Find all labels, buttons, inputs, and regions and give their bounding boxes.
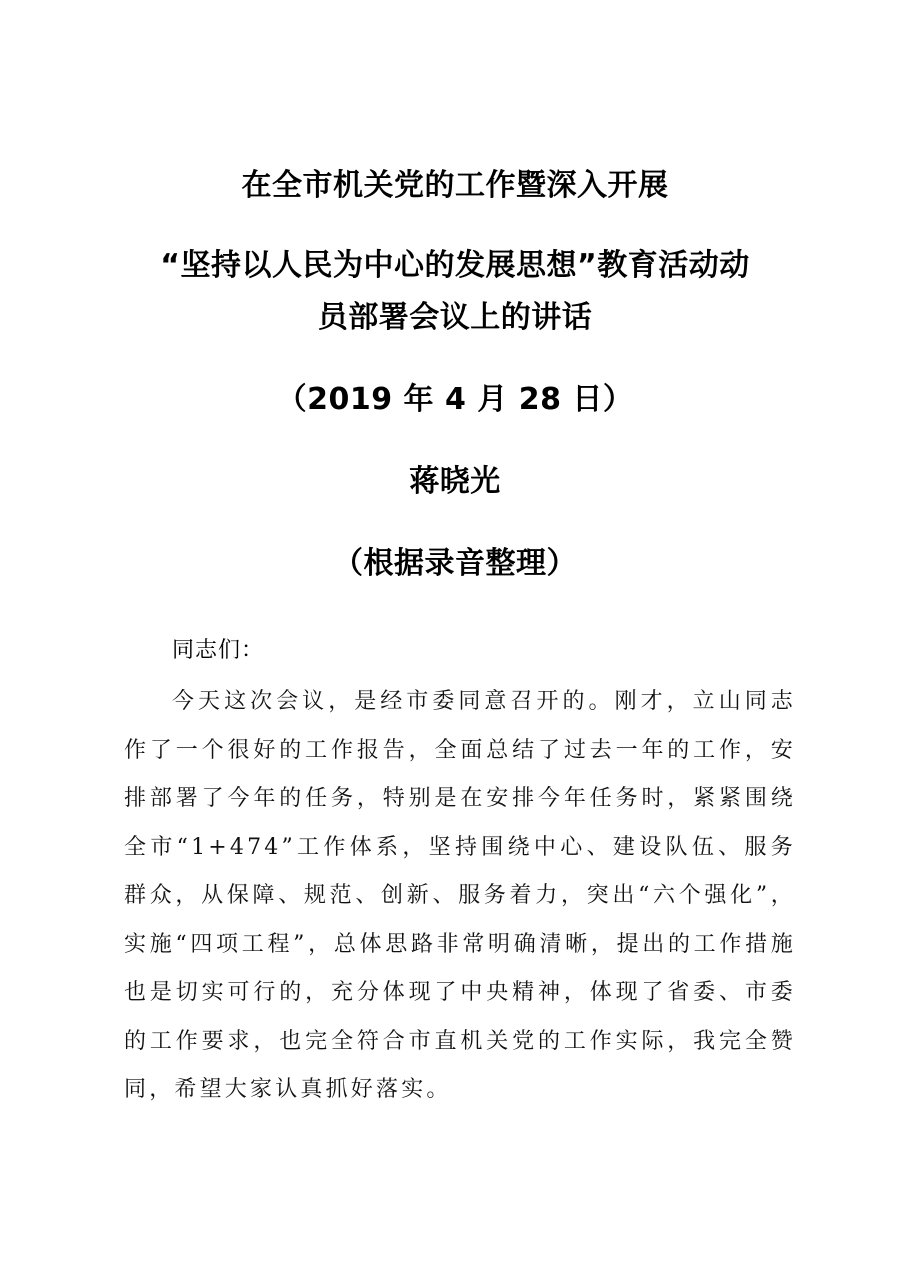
title-line-1: 在全市机关党的工作暨深入开展 — [241, 168, 669, 203]
transcription-note: （根据录音整理） — [333, 546, 577, 581]
salutation: 同志们： — [172, 638, 265, 663]
title-line-2: “坚持以人民为中心的发展思想”教育活动动 — [160, 248, 750, 283]
speech-date: （2019 年 4 月 28 日） — [276, 382, 634, 417]
title-line-3: 员部署会议上的讲话 — [317, 300, 593, 335]
speaker-name: 蒋晓光 — [409, 464, 501, 499]
body-paragraph: 今天这次会议，是经市委同意召开的。刚才，立山同志作了一个很好的工作报告，全面总结了过去一年的工作，安排部署了今年的任务，特别是在安排今年任务时，紧紧围绕全市“1+474”工作体系，坚持围绕中心、建设队伍、服务群众，从保障、规范、创新、服务着力，突出“六个强化”，实施“四项工程”，总体思路非常明确清晰，提出的工作措施也是切实可行的，充分体现了中央精神，体现了省委、市委的工作要求，也完全符合市直机关党的工作实际，我完全赞同，希望大家认真抓好落实。 — [124, 689, 796, 1102]
